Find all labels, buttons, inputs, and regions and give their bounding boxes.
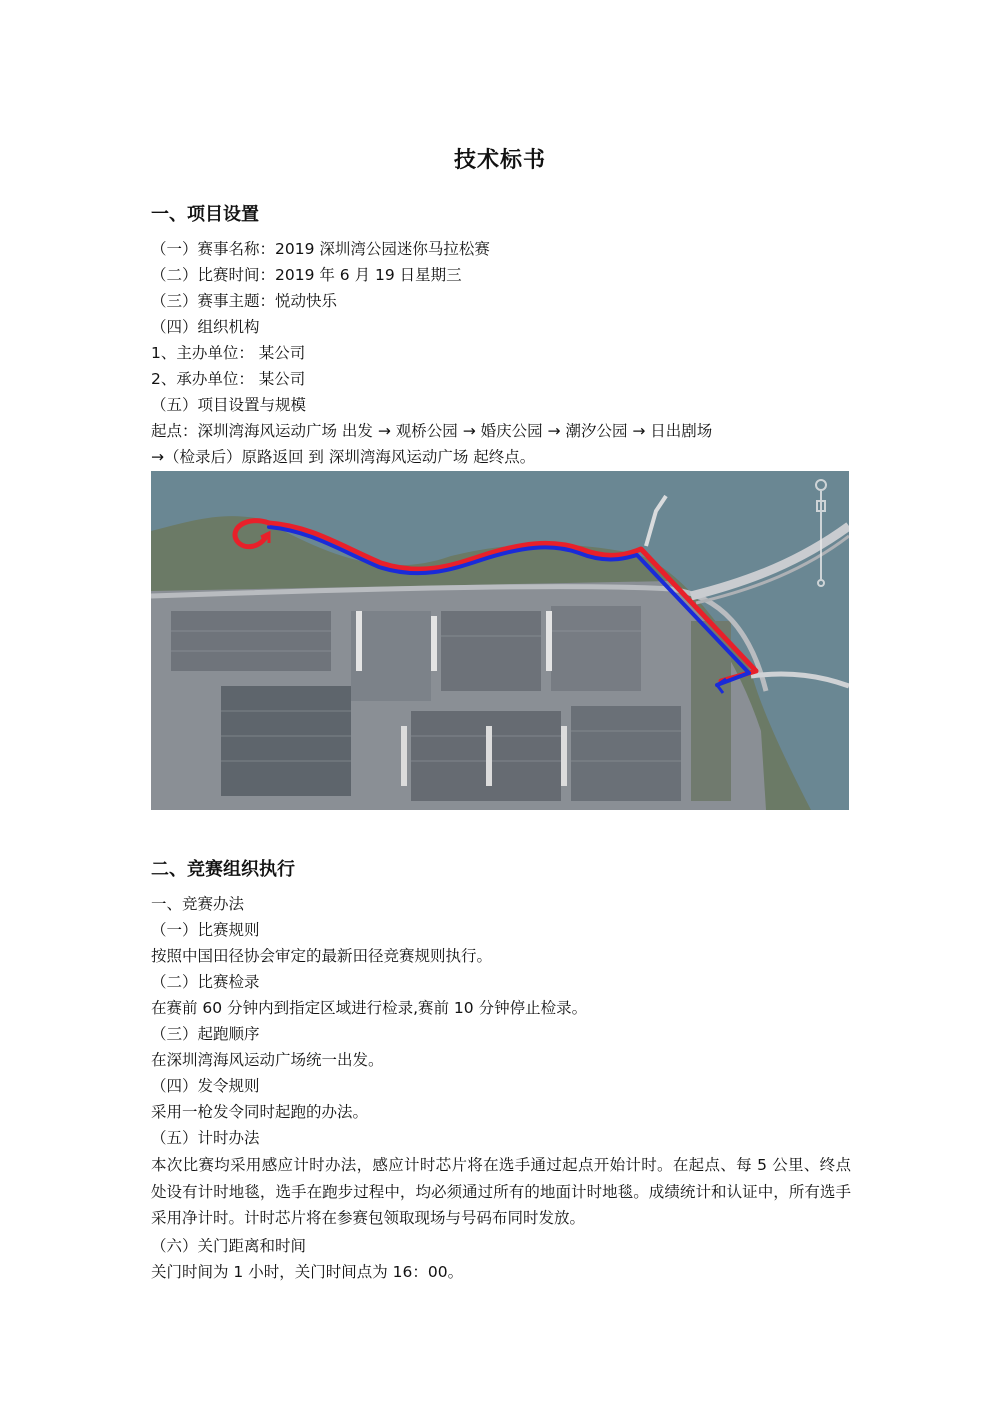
section-1-heading: 一、项目设置 [151,204,259,225]
start-order-text: 在深圳湾海风运动广场统一出发。 [151,1051,384,1069]
start-order-heading: （三）起跑顺序 [151,1025,260,1043]
timing-heading: （五）计时办法 [151,1129,260,1147]
cutoff-text: 关门时间为 1 小时，关门时间点为 16：00。 [151,1263,464,1281]
rules-heading: （一）比赛规则 [151,921,260,939]
event-time-line: （二）比赛时间：2019 年 6 月 19 日星期三 [151,266,462,284]
event-name-line: （一）赛事名称：2019 深圳湾公园迷你马拉松赛 [151,240,490,258]
section-2-heading: 二、竞赛组织执行 [151,859,295,880]
host-line: 1、主办单位： 某公司 [151,344,306,362]
checkin-heading: （二）比赛检录 [151,973,260,991]
organization-line: （四）组织机构 [151,318,260,336]
project-setup-line: （五）项目设置与规模 [151,396,307,414]
cutoff-heading: （六）关门距离和时间 [151,1237,307,1255]
timing-paragraph: 本次比赛均采用感应计时办法，感应计时芯片将在选手通过起点开始计时。在起点、每 5 公里、终点处设有计时地毯，选手在跑步过程中，均必须通过所有的地面计时地毯。成绩统计和认证中，所有选手采用净计时。计时芯片将在参赛包领取现场与号码布同时发放。 [151,1156,851,1227]
competition-method-line: 一、竞赛办法 [151,895,245,913]
start-signal-text: 采用一枪发令同时起跑的办法。 [151,1103,369,1121]
route-line-1: 起点：深圳湾海风运动广场 出发 → 观桥公园 → 婚庆公园 → 潮汐公园 → 日出剧场 [151,422,713,440]
checkin-text: 在赛前 60 分钟内到指定区域进行检录,赛前 10 分钟停止检录。 [151,999,588,1017]
rules-text: 按照中国田径协会审定的最新田径竞赛规则执行。 [151,947,493,965]
start-signal-heading: （四）发令规则 [151,1077,260,1095]
event-theme-line: （三）赛事主题：悦动快乐 [151,292,338,310]
route-line-2: →（检录后）原路返回 到 深圳湾海风运动广场 起终点。 [151,448,536,466]
route-satellite-map [151,471,849,810]
document-title: 技术标书 [453,148,546,173]
organizer-line: 2、承办单位： 某公司 [151,370,306,388]
